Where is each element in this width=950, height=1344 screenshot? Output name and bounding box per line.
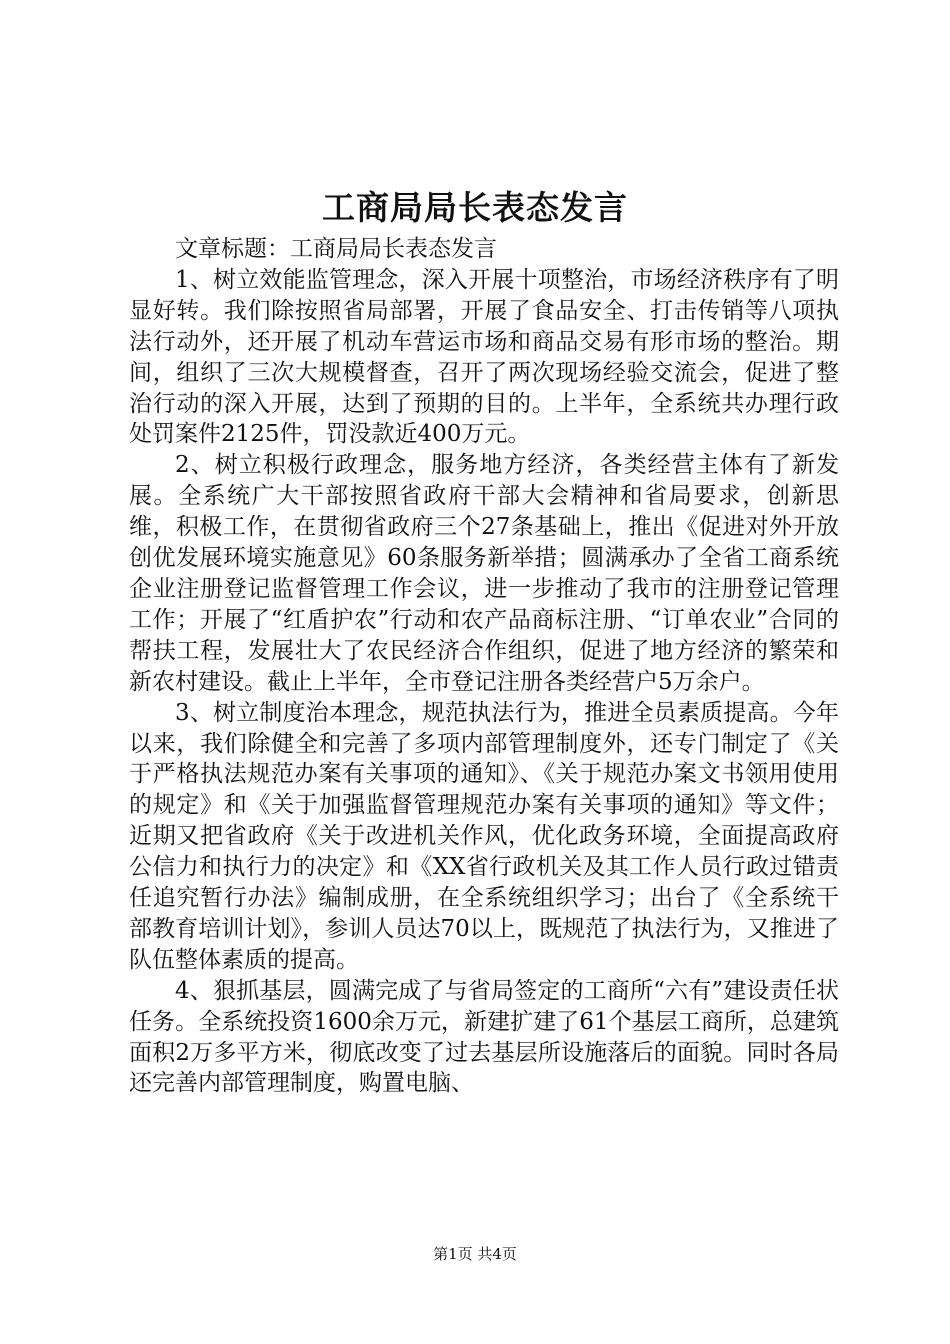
paragraph-3: 3、树立制度治本理念，规范执法行为，推进全员素质提高。今年以来，我们除健全和完善了多项内部管理制度外，还专门制定了《关于严格执法规范办案有关事项的通知》、《关于规范办案文书领用使用的规定》和《关于加强监督管理规范办案有关事项的通知》等文件；近期又把省政府《关于改进机关作风，优化政务环境，全面提高政府公信力和执行力的决定》和《XX省行政机关及其工作人员行政过错责任追究暂行办法》编制成册，在全系统组织学习；出台了《全系统干部教育培训计划》，参训人员达70以上，既规范了执法行为，又推进了队伍整体素质的提高。 <box>129 699 839 973</box>
paragraph-4: 4、狠抓基层，圆满完成了与省局签定的工商所“六有”建设责任状任务。全系统投资1600余万元，新建扩建了61个基层工商所，总建筑面积2万多平方米，彻底改变了过去基层所设施落后的面貌。同时各局还完善内部管理制度，购置电脑、 <box>129 977 839 1097</box>
document-title: 工商局局长表态发言 <box>322 188 628 227</box>
article-title-line: 文章标题：工商局局长表态发言 <box>175 236 497 262</box>
document-body <box>129 234 839 1099</box>
paragraph-1: 1、树立效能监管理念，深入开展十项整治，市场经济秩序有了明显好转。我们除按照省局部署，开展了食品安全、打击传销等八项执法行动外，还开展了机动车营运市场和商品交易有形市场的整治。期间，组织了三次大规模督查，召开了两次现场经验交流会，促进了整治行动的深入开展，达到了预期的目的。上半年，全系统共办理行政处罚案件2125件，罚没款近400万元。 <box>129 266 839 448</box>
paragraph-2: 2、树立积极行政理念，服务地方经济，各类经营主体有了新发展。全系统广大干部按照省政府干部大会精神和省局要求，创新思维，积极工作，在贯彻省政府三个27条基础上，推出《促进对外开放创优发展环境实施意见》60条服务新举措；圆满承办了全省工商系统企业注册登记监督管理工作会议，进一步推动了我市的注册登记管理工作；开展了“红盾护农”行动和农产品商标注册、“订单农业”合同的帮扶工程，发展壮大了农民经济合作组织，促进了地方经济的繁荣和新农村建设。截止上半年，全市登记注册各类经营户5万余户。 <box>129 452 839 695</box>
page-number-footer: 第1页 共4页 <box>433 1245 517 1263</box>
